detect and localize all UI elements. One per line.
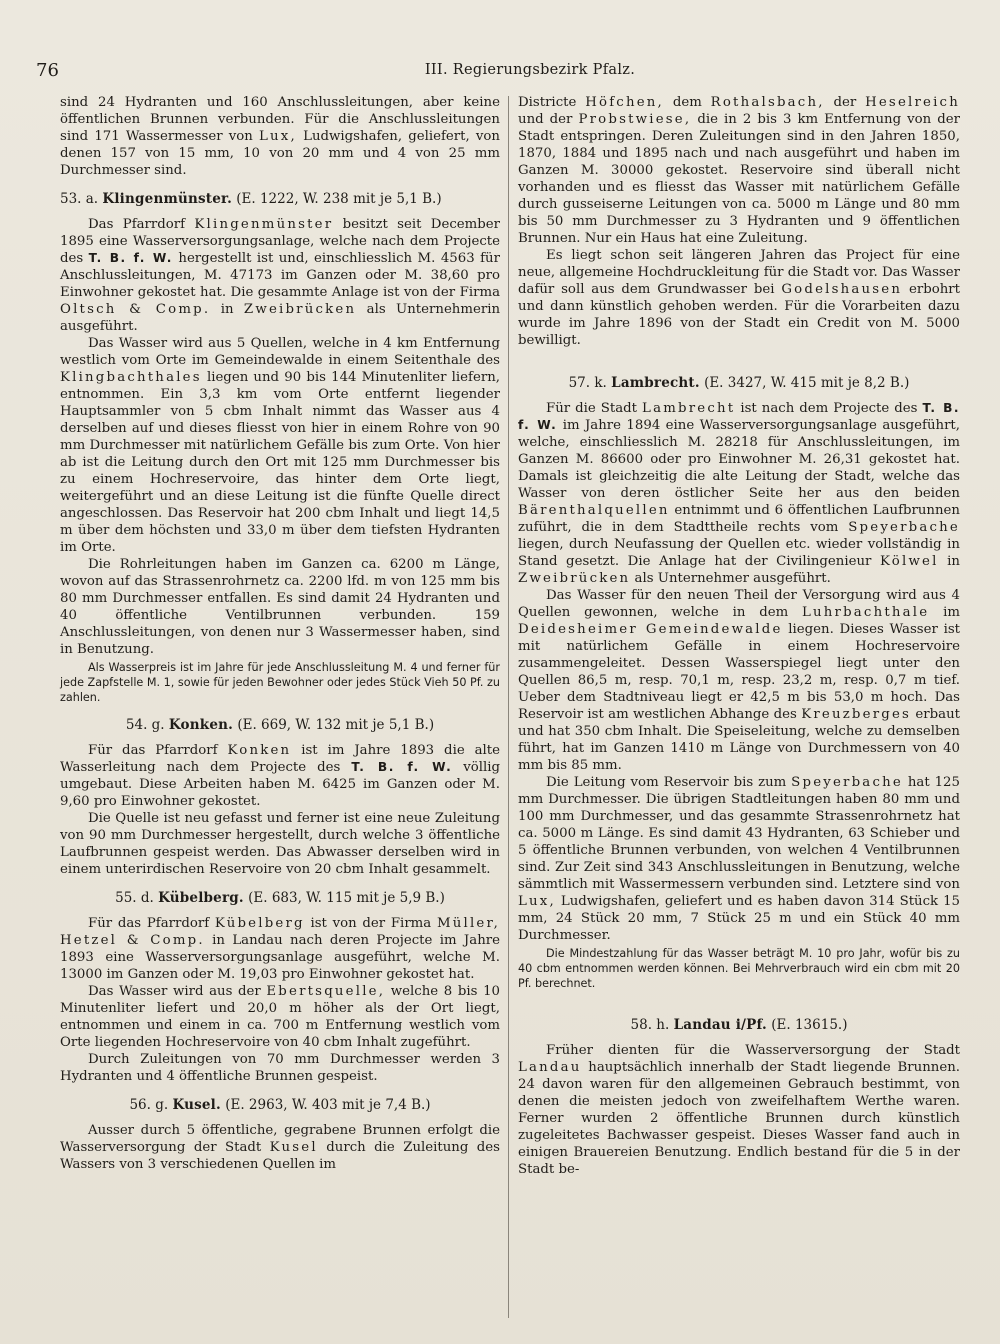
page-number: 76 xyxy=(36,60,59,81)
right-column xyxy=(518,94,960,1178)
section-heading-54: 54. g. Konken. (E. 669, W. 132 mit je 5,1 B.) xyxy=(125,717,435,733)
left-column xyxy=(60,94,500,1173)
paragraph: Das Wasser wird aus 5 Quellen, welche in 4 km Entfernung westlich vom Orte im Gemeindewalde in einem Seitenthale des Klingbachthales liegen und 90 bis 144 Minutenliter liefern, entnommen. Ein 3,3 km vom Orte entfernt liegender Hauptsammler von 5 cbm Inhalt nimmt das Wasser aus 4 derselben auf und dieses fliesst von hier in einem Rohre von 90 mm Durchmesser mit natürlichem Gefälle bis zum Orte. Von hier ab ist die Leitung durch den Ort mit 125 mm Durchmesser bis zu einem Hochreservoire, das hinter dem Orte liegt, weitergeführt und an diese Leitung ist die fünfte Quelle direct angeschlossen. Das Reservoir hat 200 cbm Inhalt und liegt 14,5 m über dem höchsten und 33,0 m über dem tiefsten Hydranten im Orte. xyxy=(60,336,500,555)
paragraph: Durch Zuleitungen von 70 mm Durchmesser werden 3 Hydranten und 4 öffentliche Brunnen gespeist. xyxy=(60,1052,500,1084)
paragraph: Für das Pfarrdorf Konken ist im Jahre 1893 die alte Wasserleitung nach dem Projecte des T. B. f. W. völlig umgebaut. Diese Arbeiten haben M. 6425 im Ganzen oder M. 9,60 pro Einwohner gekostet. xyxy=(60,743,500,809)
paragraph: Das Wasser wird aus der Ebertsquelle, welche 8 bis 10 Minutenliter liefert und 20,0 m höher als der Ort liegt, entnommen und einem in ca. 700 m Entfernung westlich vom Orte liegenden Hochreservoire von 40 cbm Inhalt zugeführt. xyxy=(60,984,500,1050)
paragraph: Das Pfarrdorf Klingenmünster besitzt seit December 1895 eine Wasserversorgungsanlage, welche nach dem Projecte des T. B. f. W. hergestellt ist und, einschliesslich M. 4563 für Anschlussleitungen, M. 47173 im Ganzen oder M. 38,60 pro Einwohner gekostet hat. Die gesammte Anlage ist von der Firma Oltsch & Comp. in Zweibrücken als Unternehmerin ausgeführt. xyxy=(60,217,501,334)
paragraph: Für die Stadt Lambrecht ist nach dem Projecte des T. B. f. W. im Jahre 1894 eine Wasserversorgungsanlage ausgeführt, welche, einschliesslich M. 28218 für Anschlussleitungen, im Ganzen M. 86600 oder pro Einwohner M. 26,31 gekostet hat. Damals ist gleichzeitig die alte Leitung der Stadt, welche das Wasser von deren östlicher Seite her aus den beiden Bärenthalquellen entnimmt und 6 öffentlichen Laufbrunnen zuführt, die in dem Stadttheile rechts vom Speyerbache liegen, durch Neufassung der Quellen etc. wieder vollständig in Stand gesetzt. Die Anlage hat der Civilingenieur Kölwel in Zweibrücken als Unternehmer ausgeführt. xyxy=(518,401,960,586)
paragraph: Die Quelle ist neu gefasst und ferner ist eine neue Zuleitung von 90 mm Durchmesser hergestellt, durch welche 3 öffentliche Laufbrunnen gespeist werden. Das Abwasser derselben wird in einem unterirdischen Reservoire von 20 cbm Inhalt gesammelt. xyxy=(60,811,500,877)
paragraph: Districte Höfchen, dem Rothalsbach, der Heselreich und der Probstwiese, die in 2 bis 3 km Entfernung von der Stadt entspringen. Deren Zuleitungen sind in den Jahren 1850, 1870, 1884 und 1895 nach und nach ausgeführt und haben im Ganzen M. 30000 gekostet. Reservoire sind überall nicht vorhanden und es fliesst das Wasser mit natürlichem Gefälle durch gusseiserne Leitungen von ca. 5000 m Länge und 80 mm bis 50 mm Durchmesser zu 3 Hydranten und 9 öffentlichen Brunnen. Nur ein Haus hat eine Zuleitung. xyxy=(518,95,961,246)
paragraph: Die Leitung vom Reservoir bis zum Speyerbache hat 125 mm Durchmesser. Die übrigen Stadtleitungen haben 80 mm und 100 mm Durchmesser, und das gesammte Strassenrohrnetz hat ca. 5000 m Länge. Es sind damit 43 Hydranten, 63 Schieber und 5 öffentliche Brunnen verbunden, von welchen 4 Ventilbrunnen sind. Zur Zeit sind 343 Anschlussleitungen in Benutzung, welche sämmtlich mit Wassermessern verbunden sind. Letztere sind von Lux, Ludwigshafen, geliefert und es haben davon 314 Stück 15 mm, 24 Stück 20 mm, 7 Stück 25 m und ein Stück 40 mm Durchmesser. xyxy=(518,775,960,943)
footnote: Die Mindestzahlung für das Wasser beträgt M. 10 pro Jahr, wofür bis zu 40 cbm entnommen werden können. Bei Mehrverbrauch wird ein cbm mit 20 Pf. berechnet. xyxy=(518,947,960,990)
section-heading-58: 58. h. Landau i/Pf. (E. 13615.) xyxy=(630,1017,848,1033)
section-heading-53: 53. a. Klingenmünster. (E. 1222, W. 238 mit je 5,1 B.) xyxy=(60,191,442,207)
footnote: Als Wasserpreis ist im Jahre für jede Anschlussleitung M. 4 und ferner für jede Zapfstelle M. 1, sowie für jeden Bewohner oder jedes Stück Vieh 50 Pf. zu zahlen. xyxy=(60,661,500,704)
section-heading-56: 56. g. Kusel. (E. 2963, W. 403 mit je 7,4 B.) xyxy=(129,1097,431,1113)
paragraph: sind 24 Hydranten und 160 Anschlussleitungen, aber keine öffentlichen Brunnen verbunden. Für die Anschlussleitungen sind 171 Wassermesser von Lux, Ludwigshafen, geliefert, von denen 157 von 15 mm, 10 von 20 mm und 4 von 25 mm Durchmesser sind. xyxy=(60,95,500,178)
paragraph: Früher dienten für die Wasserversorgung der Stadt Landau hauptsächlich innerhalb der Stadt liegende Brunnen. 24 davon waren für den allgemeinen Gebrauch bestimmt, von denen die meisten jedoch von zweifelhaftem Werthe waren. Ferner wurden 2 öffentliche Brunnen durch künstlich zugeleitetes Bachwasser gespeist. Dieses Wasser fand auch in einigen Brauereien Benutzung. Endlich bestand für die 5 in der Stadt be- xyxy=(518,1043,960,1177)
column-divider xyxy=(508,96,509,1318)
paragraph: Die Rohrleitungen haben im Ganzen ca. 6200 m Länge, wovon auf das Strassenrohrnetz ca. 2200 lfd. m von 125 mm bis 80 mm Durchmesser entfallen. Es sind damit 24 Hydranten und 40 öffentliche Ventilbrunnen verbunden. 159 Anschlussleitungen, von denen nur 3 Wassermesser haben, sind in Benutzung. xyxy=(60,557,500,657)
paragraph: Für das Pfarrdorf Kübelberg ist von der Firma Müller, Hetzel & Comp. in Landau nach deren Projecte im Jahre 1893 eine Wasserversorgungsanlage ausgeführt, welche M. 13000 im Ganzen oder M. 19,03 pro Einwohner gekostet hat. xyxy=(60,916,501,982)
paragraph: Ausser durch 5 öffentliche, gegrabene Brunnen erfolgt die Wasserversorgung der Stadt Kusel durch die Zuleitung des Wassers von 3 verschiedenen Quellen im xyxy=(60,1123,501,1172)
section-heading-55: 55. d. Kübelberg. (E. 683, W. 115 mit je 5,9 B.) xyxy=(115,890,445,906)
section-heading-57: 57. k. Lambrecht. (E. 3427, W. 415 mit je 8,2 B.) xyxy=(568,375,910,391)
paragraph: Das Wasser für den neuen Theil der Versorgung wird aus 4 Quellen gewonnen, welche in dem Luhrbachthale im Deidesheimer Gemeindewalde liegen. Dieses Wasser ist mit natürlichem Gefälle in einem Hochreservoire zusammengeleitet. Dessen Wasserspiegel liegt unter den Quellen 86,5 m, resp. 70,1 m, resp. 23,2 m, resp. 0,7 m tief. Ueber dem Stadtniveau liegt er 42,5 m bis 53,0 m hoch. Das Reservoir ist am westlichen Abhange des Kreuzberges erbaut und hat 350 cbm Inhalt. Die Speiseleitung, welche zu demselben führt, hat im Ganzen 1410 m Länge von Durchmessern von 40 mm bis 85 mm. xyxy=(518,588,960,773)
paragraph: Es liegt schon seit längeren Jahren das Project für eine neue, allgemeine Hochdruckleitung für die Stadt vor. Das Wasser dafür soll aus dem Grundwasser bei Godelshausen erbohrt und dann künstlich gehoben werden. Für die Vorarbeiten dazu wurde im Jahre 1896 von der Stadt ein Credit von M. 5000 bewilligt. xyxy=(518,248,960,348)
running-head: III. Regierungsbezirk Pfalz. xyxy=(424,62,636,78)
